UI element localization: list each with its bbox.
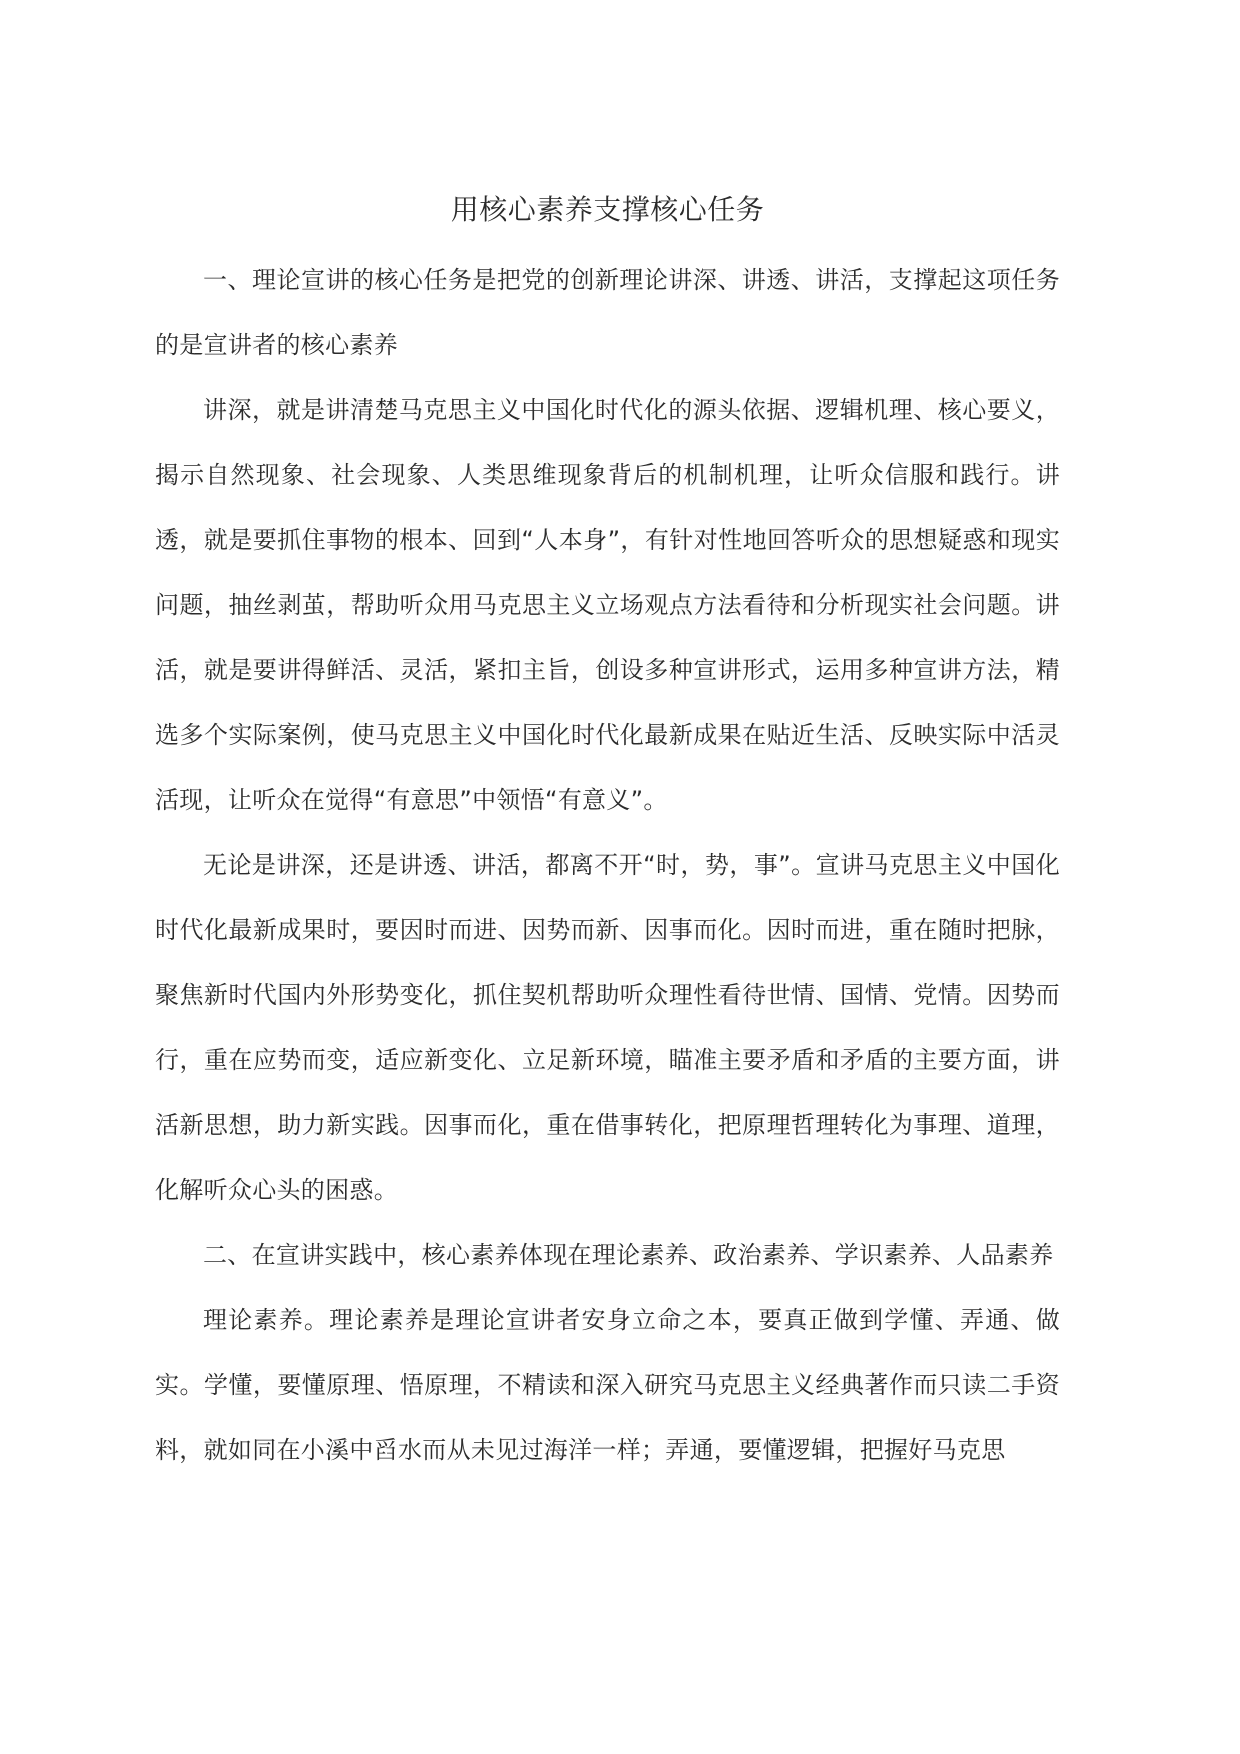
title-spacer: [155, 232, 1060, 248]
body-paragraph: 讲深，就是讲清楚马克思主义中国化时代化的源头依据、逻辑机理、核心要义，揭示自然现象、社会现象、人类思维现象背后的机制机理，让听众信服和践行。讲透，就是要抓住事物的根本、回到“人本身”，有针对性地回答听众的思想疑惑和现实问题，抽丝剥茧，帮助听众用马克思主义立场观点方法看待和分析现实社会问题。讲活，就是要讲得鲜活、灵活，紧扣主旨，创设多种宣讲形式，运用多种宣讲方法，精选多个实际案例，使马克思主义中国化时代化最新成果在贴近生活、反映实际中活灵活现，让听众在觉得“有意思”中领悟“有意义”。: [155, 396, 1060, 814]
section-heading-1: 一、理论宣讲的核心任务是把党的创新理论讲深、讲透、讲活，支撑起这项任务的是宣讲者的核心素养: [155, 266, 1060, 359]
body-paragraph: 理论素养。理论素养是理论宣讲者安身立命之本，要真正做到学懂、弄通、做实。学懂，要懂原理、悟原理，不精读和深入研究马克思主义经典著作而只读二手资料，就如同在小溪中舀水而从未见过海洋一样；弄通，要懂逻辑，把握好马克思: [155, 1306, 1060, 1464]
section-heading-2: 二、在宣讲实践中，核心素养体现在理论素养、政治素养、学识素养、人品素养: [203, 1241, 1054, 1269]
document-body: [155, 188, 1060, 1483]
document-title: 用核心素养支撑核心任务: [450, 193, 765, 226]
body-paragraph: 无论是讲深，还是讲透、讲活，都离不开“时，势，事”。宣讲马克思主义中国化时代化最新成果时，要因时而进、因势而新、因事而化。因时而进，重在随时把脉，聚焦新时代国内外形势变化，抓住契机帮助听众理性看待世情、国情、党情。因势而行，重在应势而变，适应新变化、立足新环境，瞄准主要矛盾和矛盾的主要方面，讲活新思想，助力新实践。因事而化，重在借事转化，把原理哲理转化为事理、道理，化解听众心头的困惑。: [155, 851, 1060, 1204]
